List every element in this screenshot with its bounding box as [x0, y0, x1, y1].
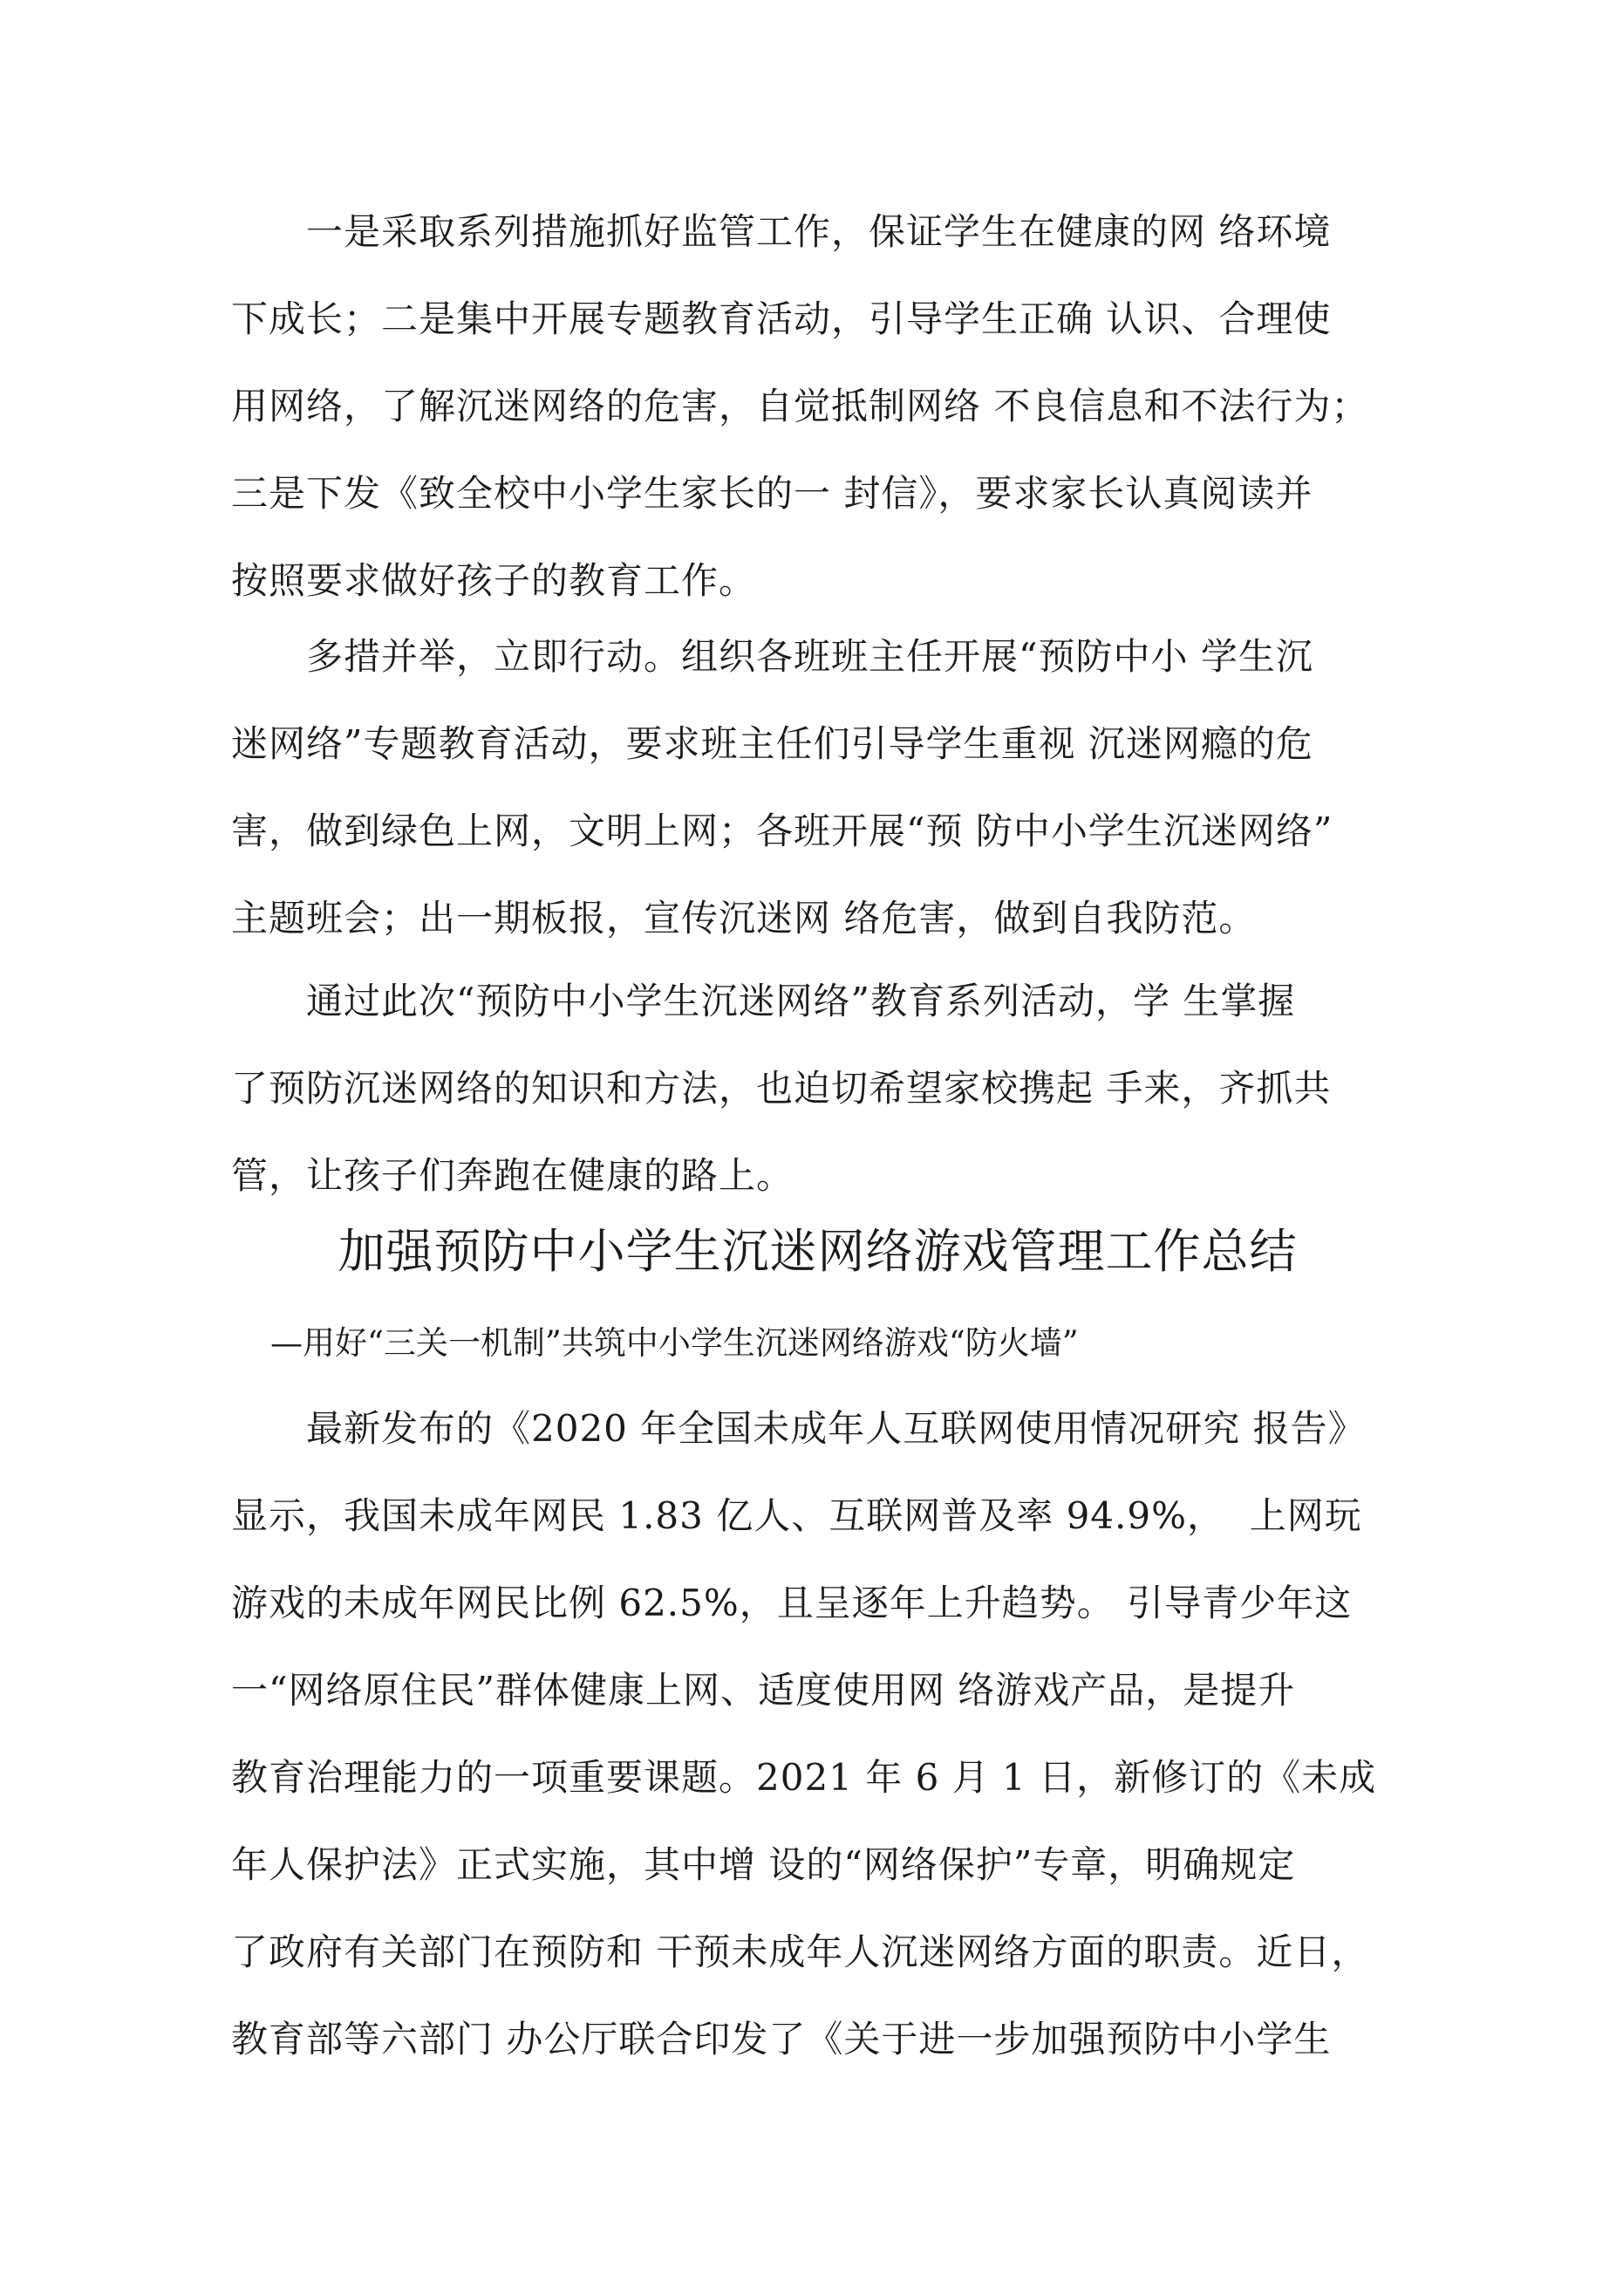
text-line: 用网络，了解沉迷网络的危害，自觉抵制网络 不良信息和不法行为； — [231, 385, 1369, 427]
text-line: 了预防沉迷网络的知识和方法，也迫切希望家校携起 手来，齐抓共 — [231, 1067, 1332, 1110]
text-line: 一“网络原住民”群体健康上网、适度使用网 络游戏产品，是提升 — [231, 1669, 1296, 1712]
text-line: 一是采取系列措施抓好监管工作，保证学生在健康的网 络环境 — [231, 210, 1332, 253]
text-line: 年人保护法》正式实施，其中增 设的“网络保护”专章，明确规定 — [231, 1843, 1296, 1886]
text-line: 最新发布的《2020 年全国未成年人互联网使用情况研究 报告》 — [231, 1407, 1366, 1450]
text-line: 了政府有关部门在预防和 干预未成年人沉迷网络方面的职责。近日， — [231, 1930, 1369, 1973]
text-line: 按照要求做好孩子的教育工作。 — [231, 559, 757, 602]
text-line: 显示，我国未成年网民 1.83 亿人、互联网普及率 94.9%， 上网玩 — [231, 1494, 1362, 1537]
section-subtitle: —用好“三关一机制”共筑中小学生沉迷网络游戏“防火墙” — [270, 1324, 1079, 1362]
text-line: 主题班会；出一期板报，宣传沉迷网 络危害，做到自我防范。 — [231, 897, 1257, 940]
text-line: 三是下发《致全校中小学生家长的一 封信》，要求家长认真阅读并 — [231, 472, 1313, 515]
text-line: 管，让孩子们奔跑在健康的路上。 — [231, 1154, 794, 1197]
section-title: 加强预防中小学生沉迷网络游戏管理工作总结 — [338, 1224, 1298, 1279]
text-line: 多措并举，立即行动。组织各班班主任开展“预防中小 学生沉 — [231, 635, 1313, 678]
text-line: 教育治理能力的一项重要课题。2021 年 6 月 1 日，新修订的《未成 — [231, 1756, 1377, 1799]
text-line: 害，做到绿色上网，文明上网；各班开展“预 防中小学生沉迷网络” — [231, 810, 1333, 852]
text-line: 迷网络”专题教育活动，要求班主任们引导学生重视 沉迷网瘾的危 — [231, 722, 1313, 765]
text-line: 通过此次“预防中小学生沉迷网络”教育系列活动，学 生掌握 — [231, 980, 1296, 1022]
text-line: 下成长；二是集中开展专题教育活动，引导学生正确 认识、合理使 — [231, 297, 1332, 340]
text-line: 教育部等六部门 办公厅联合印发了《关于进一步加强预防中小学生 — [231, 2018, 1332, 2060]
text-line: 游戏的未成年网民比例 62.5%，且呈逐年上升趋势。 引导青少年这 — [231, 1582, 1353, 1624]
